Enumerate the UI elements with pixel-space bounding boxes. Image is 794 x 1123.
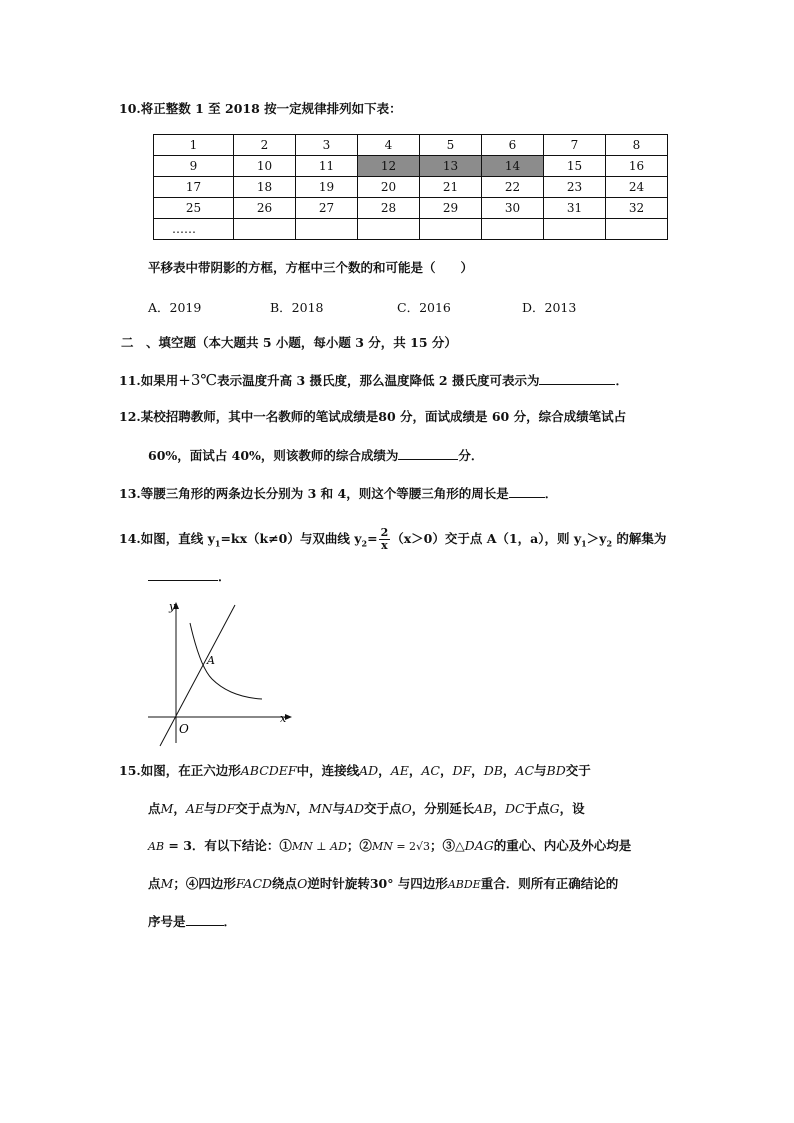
- table-row: [154, 219, 668, 240]
- table-cell: 31: [544, 198, 606, 219]
- q15-l3a: AB: [148, 840, 165, 853]
- table-cell: [234, 219, 296, 240]
- table-cell: 27: [296, 198, 358, 219]
- table-cell: 5: [420, 135, 482, 156]
- table-cell: 9: [154, 156, 234, 177]
- table-cell: 14: [482, 156, 544, 177]
- table-row: [154, 135, 668, 156]
- q15-l3e: AD: [330, 840, 347, 853]
- table-cell: 17: [154, 177, 234, 198]
- q15-l2t: G: [549, 801, 560, 816]
- q13-answer-blank[interactable]: [509, 485, 545, 498]
- q15-l2f: DF: [216, 801, 236, 816]
- table-cell: 12: [358, 156, 420, 177]
- table-cell: 8: [606, 135, 668, 156]
- q10-question: 平移表中带阴影的方框，方框中三个数的和可能是（ ）: [148, 260, 474, 275]
- q14-part4: （x＞0）交于点 A（1，a），则 y: [391, 531, 582, 546]
- q15-l3h: = 2√3: [392, 840, 431, 853]
- q15-l3g: MN: [371, 840, 393, 853]
- hyperbola-y2: [190, 623, 262, 699]
- q14-sub4: 2: [606, 538, 613, 549]
- q11-temp: +3℃: [178, 371, 218, 389]
- q15-l3f: ；②: [346, 838, 372, 853]
- q15-l3d: ⊥: [312, 840, 331, 853]
- q14-sub2: 2: [361, 538, 368, 549]
- q12-line2-before: 60%，面试占 40%，则该教师的综合成绩为: [148, 448, 399, 463]
- table-cell: 18: [234, 177, 296, 198]
- table-cell: 32: [606, 198, 668, 219]
- q15-line4: [148, 876, 618, 893]
- q12-line1: 12.某校招聘教师，其中一名教师的笔试成绩是80 分，面试成绩是 60 分，综合成绩笔试占: [119, 409, 627, 424]
- q13-end: ．: [544, 486, 558, 501]
- q11-text-before: 11.如果用: [119, 373, 179, 388]
- q10-stem: 10.将正整数 1 至 2018 按一定规律排列如下表：: [119, 101, 402, 116]
- q15-l4c: ；④四边形: [173, 876, 236, 891]
- q15-l2h: N: [285, 801, 297, 816]
- q15-l2p: AB: [474, 801, 493, 816]
- q15-line2: [148, 801, 585, 817]
- q15-l1o: 与: [534, 763, 547, 778]
- q15-l1m: ，: [502, 763, 516, 778]
- point-a-label: A: [207, 654, 215, 667]
- q15-l1j: DF: [452, 763, 472, 778]
- q15-l2n: O: [401, 801, 412, 816]
- q15-l1g: ，: [408, 763, 422, 778]
- table-cell: 22: [482, 177, 544, 198]
- q15-l1c: 中，连接线: [296, 763, 360, 778]
- q15-line5: [148, 913, 236, 930]
- q15-l1h: AC: [421, 763, 440, 778]
- q11-answer-blank[interactable]: [539, 372, 615, 385]
- table-cell: 10: [234, 156, 296, 177]
- q15-l3j: DAG: [464, 838, 494, 853]
- table-row: [154, 156, 668, 177]
- q15-line3: [148, 838, 631, 855]
- table-cell: 3: [296, 135, 358, 156]
- table-cell: 13: [420, 156, 482, 177]
- table-cell: 20: [358, 177, 420, 198]
- table-cell: 23: [544, 177, 606, 198]
- table-cell: 15: [544, 156, 606, 177]
- table-cell: 21: [420, 177, 482, 198]
- q15-l1b: ABCDEF: [240, 763, 297, 778]
- q15-l3b: = 3．有以下结论：①: [164, 838, 292, 853]
- q13: [119, 485, 557, 502]
- q14-frac-num: 2: [380, 526, 389, 539]
- q15-l1i: ，: [439, 763, 453, 778]
- q15-l2c: ，: [173, 801, 186, 816]
- q14-answer-line: [148, 568, 231, 585]
- q15-l3k: 的重心、内心及外心均是: [493, 838, 632, 853]
- q13-text: 13.等腰三角形的两条边长分别为 3 和 4，则这个等腰三角形的周长是: [119, 486, 509, 501]
- q15-l2l: AD: [344, 801, 365, 816]
- q14-graph: [140, 595, 300, 755]
- q15-l2b: M: [160, 801, 174, 816]
- q15-l2o: ，分别延长: [411, 801, 475, 816]
- table-cell: [544, 219, 606, 240]
- table-cell: 24: [606, 177, 668, 198]
- q15-l2u: ，设: [559, 801, 585, 816]
- q15-l1q: 交于: [565, 763, 591, 778]
- q15-l1p: BD: [546, 763, 566, 778]
- q15-line1: [119, 763, 591, 779]
- q15-l2q: ，: [492, 801, 506, 816]
- q12-answer-blank[interactable]: [398, 447, 458, 460]
- table-cell: 30: [482, 198, 544, 219]
- q14-part2: =kx（k≠0）与双曲线 y: [220, 531, 362, 546]
- q15-l4g: 逆时针旋转30° 与四边形: [307, 876, 448, 891]
- q14: [119, 527, 666, 552]
- table-row: [154, 177, 668, 198]
- table-cell: 1: [154, 135, 234, 156]
- q14-sub1: 1: [214, 538, 221, 549]
- q15-l2j: MN: [308, 801, 333, 816]
- q14-part1: 14.如图，直线 y: [119, 531, 215, 546]
- table-cell: 4: [358, 135, 420, 156]
- table-cell: 2: [234, 135, 296, 156]
- q15-l1k: ，: [471, 763, 484, 778]
- line-y1: [160, 605, 235, 746]
- q10-option-d[interactable]: D．2013: [522, 300, 577, 315]
- q12-line2: [148, 447, 483, 464]
- q14-sub3: 1: [581, 538, 587, 549]
- q15-l2g: 交于点为: [235, 801, 286, 816]
- q15-l2a: 点: [148, 801, 161, 816]
- q15-l5b: ．: [223, 914, 237, 929]
- table-cell: [482, 219, 544, 240]
- q15-l2m: 交于点: [364, 801, 402, 816]
- q10-option-b[interactable]: B．2018: [270, 300, 324, 315]
- q14-part5: ＞y: [586, 531, 607, 546]
- table-cell: 6: [482, 135, 544, 156]
- q15-l3i: ；③△: [430, 838, 465, 853]
- q15-l4a: 点: [148, 876, 161, 891]
- q15-l2s: 于点: [524, 801, 550, 816]
- q15-l3c: MN: [291, 840, 313, 853]
- q14-answer-blank[interactable]: [148, 568, 218, 581]
- q15-l2i: ，: [296, 801, 309, 816]
- q15-l1d: AD: [359, 763, 379, 778]
- q14-end: ．: [218, 569, 231, 584]
- table-cell: [358, 219, 420, 240]
- q15-l1f: AE: [390, 763, 409, 778]
- table-row: [154, 198, 668, 219]
- table-cell: [420, 219, 482, 240]
- table-cell: 16: [606, 156, 668, 177]
- table-cell: [296, 219, 358, 240]
- table-cell: 7: [544, 135, 606, 156]
- q11-end: ．: [615, 373, 628, 388]
- table-cell: 25: [154, 198, 234, 219]
- q15-l5a: 序号是: [148, 914, 186, 929]
- q15-l4h: ABDE: [447, 878, 481, 891]
- q11: [119, 372, 628, 389]
- section2-title: 二 、填空题（本大题共 5 小题，每小题 3 分，共 15 分）: [121, 335, 457, 350]
- q15-l4d: FACD: [235, 876, 273, 891]
- table-cell: 29: [420, 198, 482, 219]
- table-cell: ……: [154, 219, 234, 240]
- table-cell: [606, 219, 668, 240]
- q14-frac-den: x: [381, 539, 388, 552]
- q15-l1l: DB: [483, 763, 503, 778]
- y-axis-label: y: [169, 600, 176, 613]
- q14-part3: =: [367, 531, 378, 546]
- q14-fraction: [379, 527, 391, 552]
- table-cell: 19: [296, 177, 358, 198]
- origin-label: O: [179, 722, 189, 736]
- q15-l1n: AC: [515, 763, 535, 778]
- q15-l4f: O: [297, 876, 308, 891]
- q15-l2e: 与: [204, 801, 217, 816]
- x-axis-label: x: [280, 712, 287, 725]
- q15-l1e: ，: [378, 763, 391, 778]
- q11-text-after: 表示温度升高 3 摄氏度，那么温度降低 2 摄氏度可表示为: [217, 373, 540, 388]
- q12-line2-after: 分．: [458, 448, 484, 463]
- table-cell: 26: [234, 198, 296, 219]
- q15-l4i: 重合．则所有正确结论的: [480, 876, 619, 891]
- q15-l4b: M: [160, 876, 174, 891]
- table-cell: 11: [296, 156, 358, 177]
- q10-option-c[interactable]: C．2016: [397, 300, 451, 315]
- q15-l1a: 15.如图，在正六边形: [119, 763, 241, 778]
- q15-answer-blank[interactable]: [186, 913, 224, 926]
- q15-l4e: 绕点: [272, 876, 298, 891]
- q10-option-a[interactable]: A．2019: [148, 300, 202, 315]
- q15-l2r: DC: [505, 801, 525, 816]
- number-table: [153, 134, 668, 240]
- q15-l2k: 与: [332, 801, 345, 816]
- q14-part6: 的解集为: [612, 531, 667, 546]
- table-cell: 28: [358, 198, 420, 219]
- q15-l2d: AE: [185, 801, 204, 816]
